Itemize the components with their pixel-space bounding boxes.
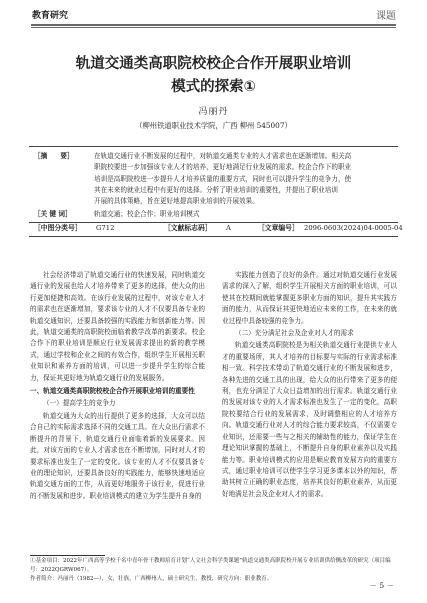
- keywords-text: 轨道交通；校企合作；职业培训模式: [94, 210, 200, 218]
- abstract-line: 在轨道交通行业不断发展的过程中，对轨道交通类专业的人才需求也在逐渐增加。相关高: [94, 152, 352, 160]
- article-id-value: 2096-0603(2024)04-0005-04: [304, 224, 403, 232]
- article-title-line1: 轨道交通类高职院校校企合作开展职业培训: [75, 56, 352, 72]
- keywords-label: ［关 键 词］: [34, 210, 72, 218]
- footnote-fund: ①基金项目：2022年广西高等学校千名中青年骨干教师培育计划“人文社会科学类课题”轨道交通类高职院校开展专业培训供给侧改革的研究（项目编号：2022QGRW067）。: [30, 558, 391, 573]
- subsection-heading: （一）提高学生的竞争力: [43, 399, 116, 408]
- abstract-label: ［摘 要］: [34, 152, 74, 160]
- abstract-line: 职院校要进一步加强该专业人才的培养，更好地满足行业发展的需求。校企合作下的职业: [94, 163, 352, 172]
- body-paragraph: 轨道交通类高职院校是为相关轨道交通行业提供专业人才的重要场所，其人才培养的目标要与实际的行业需求标准相一致。科学技术带动了轨道交通行业的不断发展和进步，各种先进的交通工具的出现，给大众的出行带来了更多的便利，也充分满足了大众日益增加的出行需求。轨道交通行业的发展对该专业的人才需求标准也发生了一定的变化，高职院校要结合行业的发展需求，及时调整相应的人才培养方向。轨道交通行业对人才的综合能力要求较高，不仅需要专业知识，还需要一些与之相关的辅助性的能力，保证学生在理论知识掌握的基础上，不断提升自身的职业素养以及实践能力等。职业培训模式的应用是顺应教育发展方向的重要方式，通过职业培训可以使学生学习更多课本以外的知识，帮助其树立正确的职业态度，培养其良好的职业素养，从而更好地满足社会及企业对人才的需求。: [222, 341, 397, 498]
- body-paragraph: 社会经济带动了轨道交通行业的快速发展，同时轨道交通行业的发展也给人才培养带来了更多的选择，使大众的出行更加便捷和高效。在该行业发展的过程中，对该专业人才的需求也在逐渐增加，要求该专业的人才不仅要具备专业的轨道交通知识，还要具备较强的实践能力和创新能力等。因此，轨道交通类的高职院校面临着教学改革的新要求。校企合作下的职业培训是顺应行业发展需求提出的新的教学模式，通过学校和企业之间的有效合作，组织学生开展相关职业知识和素养方面的培训，可以进一步提升学生的综合能力，保证其更好地为轨道交通行业的发展服务。: [30, 271, 205, 382]
- running-header: [0, 0, 427, 27]
- right-column: [222, 270, 397, 500]
- abstract-line: 开展的具体策略，旨在更好地提高职业培训的开展效果。: [94, 197, 259, 206]
- journal-section-label: 教育研究: [32, 11, 69, 21]
- section-heading: 一、轨道交通类高职院校校企合作开展职业培训的重要性: [30, 387, 195, 396]
- author-name: 冯丽丹: [198, 107, 229, 117]
- author-affiliation: （柳州铁道职业技术学院，广西 柳州 545007）: [135, 121, 292, 130]
- clc-label: ［中图分类号］: [34, 224, 82, 232]
- footnote-rule: [30, 555, 105, 556]
- header-rule: [31, 24, 396, 28]
- footnote-author-bio: 作者简介：冯丽丹（1982—），女，壮族，广西柳州人，硕士研究生，教授，研究方向：职业教育。: [30, 576, 273, 582]
- abstract-line: 培训是高职院校进一步提升人才培养质量的重要方式，同时也可以提升学生的竞争力，使: [94, 174, 352, 183]
- body-paragraph: 实践能力创造了良好的条件。通过对轨道交通行业发展需求的深入了解，组织学生开展相关方面的职业培训，可以使其在校期间就能掌握更多职业方面的知识，提升其实践方面的能力，从而保证其更快地适应未来的工作，在未来的就业过程中具备较强的竞争力。: [222, 271, 397, 325]
- clc-value: G712: [96, 224, 115, 232]
- body-paragraph: 轨道交通为大众的出行提供了更多的选择，大众可以结合自己的实际需求选择不同的交通工具。在大众出行需求不断提升的背景下，轨道交通行业面临着新的发展要求。因此，对该方面的专业人才需求也在不断增加，同时对人才的要求标准也发生了一定的变化。该专业的人才不仅要具备专业的理论知识，还要具备良好的实践能力，能够快速地适应轨道交通方面的工作，从而更好地服务于该行业，促进行业的不断发展和进步。职业培训模式的建立为学生提升自身的: [30, 411, 205, 500]
- keywords-block: [34, 209, 396, 221]
- classification-row: [34, 223, 403, 235]
- doc-code-value: A: [226, 224, 231, 232]
- doc-code-label: ［文献标志码］: [164, 224, 212, 232]
- page-number: － 5 －: [369, 581, 394, 590]
- abstract-top-rule: [29, 146, 398, 147]
- meta-bottom-rule: [29, 236, 398, 237]
- abstract-text: [94, 151, 397, 209]
- article-id-label: ［文章编号］: [258, 224, 299, 232]
- column-label: 课题: [376, 11, 396, 22]
- article-title-line2: 模式的探索①: [171, 79, 256, 95]
- left-column: [30, 270, 205, 502]
- abstract-block: [34, 151, 396, 209]
- abstract-line: 其在未来的就业过程中有更好的选择。分析了职业培训的重要性，并提出了职业培训: [94, 185, 338, 194]
- subsection-heading: （二）充分满足社会及企业对人才的需求: [235, 329, 354, 338]
